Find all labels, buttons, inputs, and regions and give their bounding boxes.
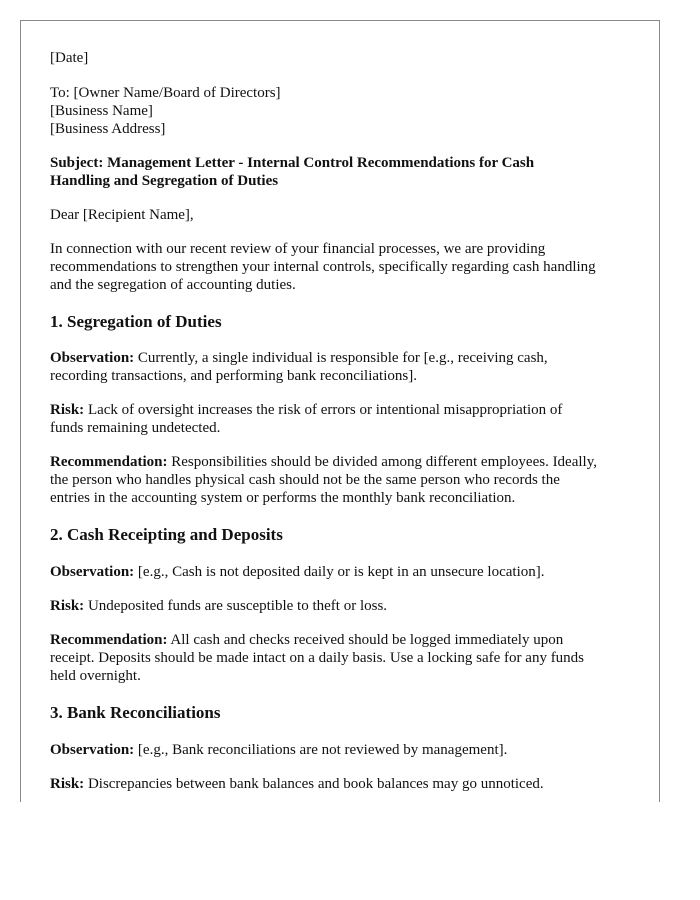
- risk-text: Discrepancies between bank balances and book balances may go unnoticed.: [84, 776, 544, 792]
- recommendation-text: entries in the accounting system or performs the monthly bank reconciliation.: [50, 490, 516, 506]
- recommendation-text: the person who handles physical cash should not be the same person who records the: [50, 472, 560, 488]
- risk-paragraph: [50, 597, 640, 615]
- observation-text: Currently, a single individual is responsible for [e.g., receiving cash,: [134, 350, 548, 366]
- recommendation-label: Recommendation:: [50, 454, 168, 470]
- salutation: [50, 206, 640, 224]
- subject-line-1: Subject: Management Letter - Internal Control Recommendations for Cash: [50, 155, 535, 171]
- observation-label: Observation:: [50, 742, 135, 758]
- recommendation-text: held overnight.: [50, 668, 141, 684]
- to-line: To: [Owner Name/Board of Directors]: [50, 85, 281, 101]
- recommendation-label: Recommendation:: [50, 632, 168, 648]
- recommendation-paragraph: [50, 631, 640, 685]
- recommendation-text: All cash and checks received should be logged immediately upon: [167, 632, 564, 648]
- recipient-block: [50, 84, 640, 138]
- business-name: [Business Name]: [50, 103, 153, 119]
- letter-page: [20, 20, 660, 802]
- recommendation-text: receipt. Deposits should be made intact on a daily basis. Use a locking safe for any funds: [50, 650, 585, 666]
- business-address: [Business Address]: [50, 121, 166, 137]
- risk-label: Risk:: [50, 776, 85, 792]
- observation-label: Observation:: [50, 564, 135, 580]
- salutation-text: Dear [Recipient Name],: [50, 207, 194, 223]
- intro-line: recommendations to strengthen your internal controls, specifically regarding cash handling: [50, 259, 596, 275]
- subject-block: [50, 154, 640, 190]
- intro-line: In connection with our recent review of your financial processes, we are providing: [50, 241, 546, 257]
- observation-label: Observation:: [50, 350, 135, 366]
- date-text: [Date]: [50, 50, 89, 66]
- risk-paragraph: [50, 775, 640, 793]
- intro-line: and the segregation of accounting duties.: [50, 277, 296, 293]
- observation-text: recording transactions, and performing bank reconciliations].: [50, 368, 417, 384]
- risk-text: Undeposited funds are susceptible to theft or loss.: [84, 598, 388, 614]
- subject-line-2: Handling and Segregation of Duties: [50, 173, 279, 189]
- intro-paragraph: [50, 240, 640, 294]
- recommendation-text: Responsibilities should be divided among different employees. Ideally,: [167, 454, 597, 470]
- risk-text: Lack of oversight increases the risk of errors or intentional misappropriation of: [84, 402, 563, 418]
- risk-label: Risk:: [50, 402, 85, 418]
- observation-text: [e.g., Bank reconciliations are not reviewed by management].: [134, 742, 508, 758]
- risk-label: Risk:: [50, 598, 85, 614]
- section-heading: 3. Bank Reconciliations: [50, 703, 221, 722]
- letter-content: [50, 49, 640, 793]
- risk-text: funds remaining undetected.: [50, 420, 221, 436]
- observation-paragraph: [50, 563, 640, 581]
- recommendation-paragraph: [50, 453, 640, 507]
- letter-date: [50, 49, 640, 67]
- observation-text: [e.g., Cash is not deposited daily or is kept in an unsecure location].: [134, 564, 545, 580]
- risk-paragraph: [50, 401, 640, 437]
- section-heading: 1. Segregation of Duties: [50, 312, 222, 331]
- observation-paragraph: [50, 349, 640, 385]
- section-heading: 2. Cash Receipting and Deposits: [50, 525, 283, 544]
- observation-paragraph: [50, 741, 640, 759]
